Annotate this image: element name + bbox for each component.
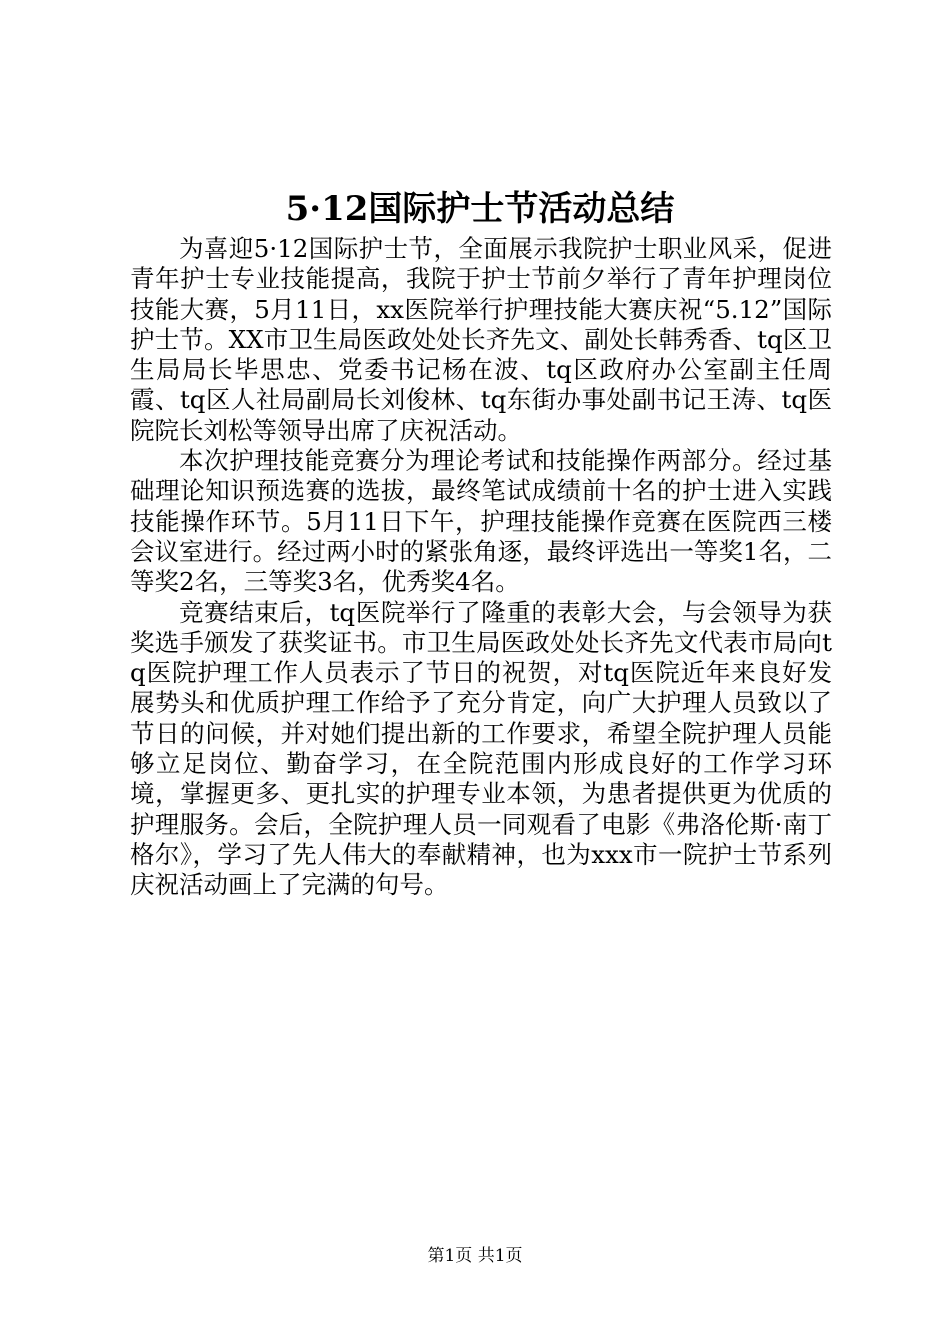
paragraph-1: 为喜迎5·12国际护士节，全面展示我院护士职业风采，促进青年护士专业技能提高，我院于护士节前夕举行了青年护理岗位技能大赛，5月11日，xx医院举行护理技能大赛庆祝“5.12”国际护士节。XX市卫生局医政处处长齐先文、副处长韩秀香、tq区卫生局局长毕思忠、党委书记杨在波、tq区政府办公室副主任周霞、tq区人社局副局长刘俊林、tq东街办事处副书记王涛、tq医院院长刘松等领导出席了庆祝活动。	[130, 234, 832, 445]
paragraph-3: 竞赛结束后，tq医院举行了隆重的表彰大会，与会领导为获奖选手颁发了获奖证书。市卫生局医政处处长齐先文代表市局向tq医院护理工作人员表示了节日的祝贺，对tq医院近年来良好发展势头和优质护理工作给予了充分肯定，向广大护理人员致以了节日的问候，并对她们提出新的工作要求，希望全院护理人员能够立足岗位、勤奋学习，在全院范围内形成良好的工作学习环境，掌握更多、更扎实的护理专业本领，为患者提供更为优质的护理服务。会后，全院护理人员一同观看了电影《弗洛伦斯·南丁格尔》，学习了先人伟大的奉献精神，也为xxx市一院护士节系列庆祝活动画上了完满的句号。	[130, 597, 832, 900]
document-body	[130, 234, 832, 901]
document-title: 5·12国际护士节活动总结	[285, 189, 675, 229]
page-number-footer: 第1页 共1页	[427, 1246, 523, 1266]
paragraph-2: 本次护理技能竞赛分为理论考试和技能操作两部分。经过基础理论知识预选赛的选拔，最终笔试成绩前十名的护士进入实践技能操作环节。5月11日下午，护理技能操作竞赛在医院西三楼会议室进行。经过两小时的紧张角逐，最终评选出一等奖1名，二等奖2名，三等奖3名，优秀奖4名。	[130, 446, 832, 597]
